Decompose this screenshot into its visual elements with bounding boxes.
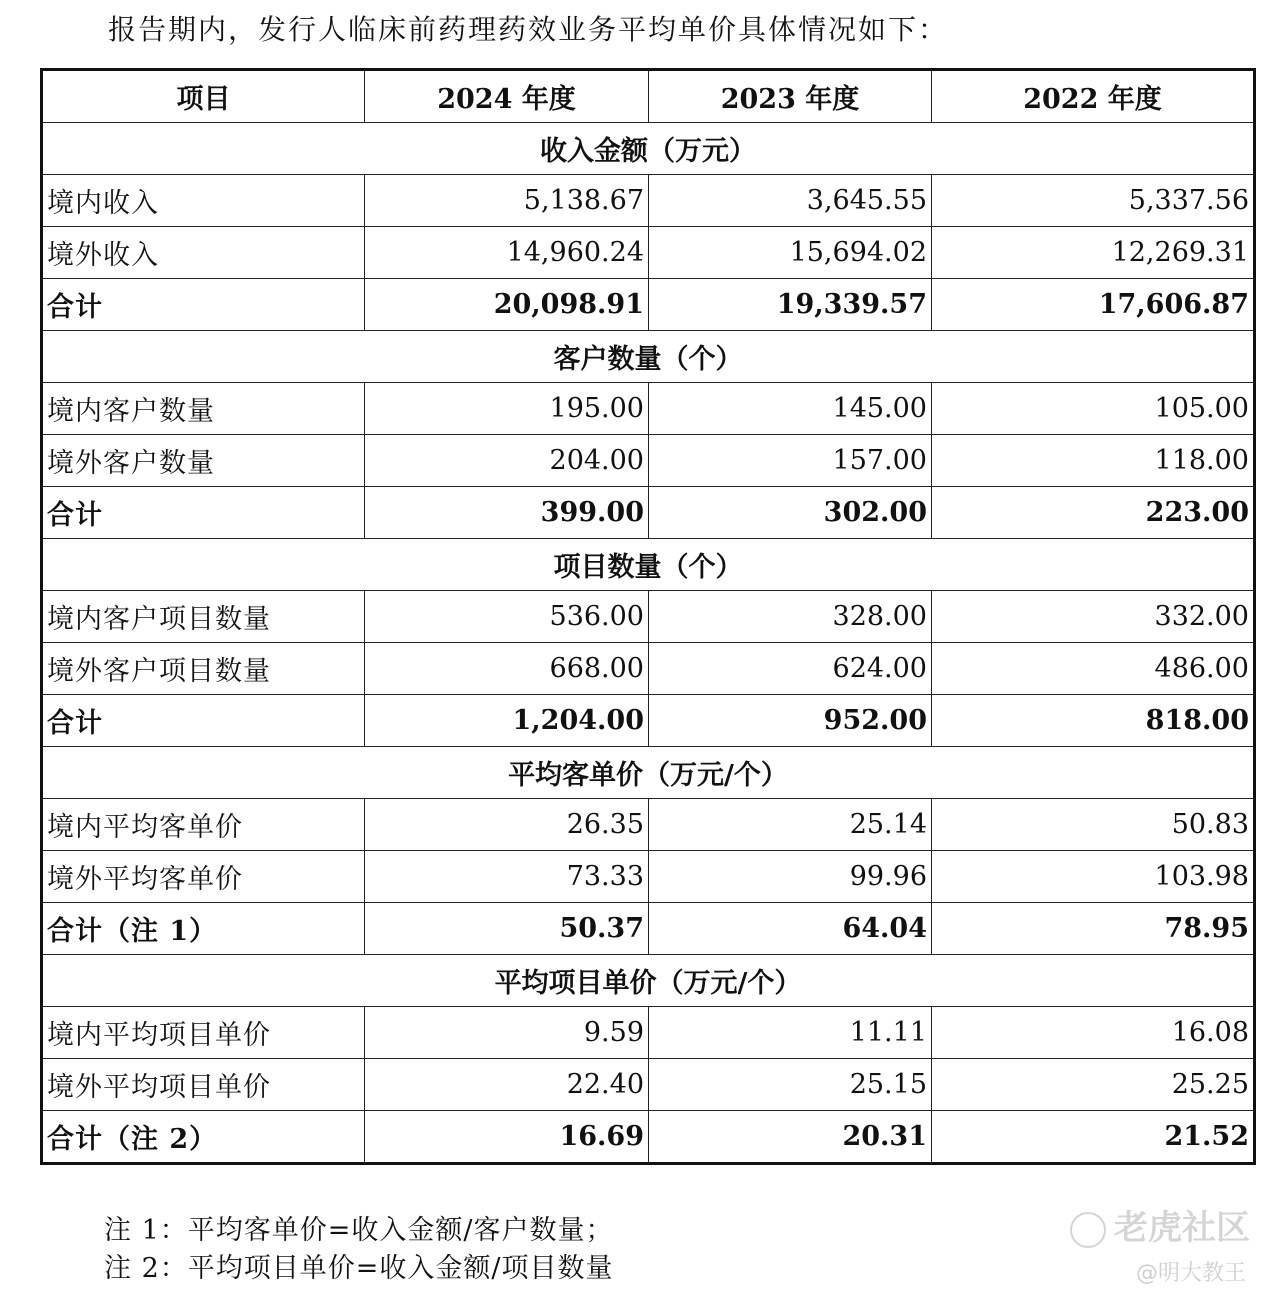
header-row — [42, 70, 1255, 123]
cell-value: 952.00 — [649, 695, 932, 747]
cell-value: 5,337.56 — [932, 175, 1255, 227]
cell-value: 11.11 — [649, 1007, 932, 1059]
table-row — [42, 435, 1255, 487]
row-label: 合计（注 2） — [42, 1111, 365, 1164]
section-title: 收入金额（万元） — [42, 123, 1255, 175]
row-label: 境内平均客单价 — [42, 799, 365, 851]
cell-value: 26.35 — [365, 799, 649, 851]
cell-value: 328.00 — [649, 591, 932, 643]
cell-value: 22.40 — [365, 1059, 649, 1111]
section-row — [42, 955, 1255, 1007]
cell-value: 20,098.91 — [365, 279, 649, 331]
cell-value: 64.04 — [649, 903, 932, 955]
row-label: 境内客户项目数量 — [42, 591, 365, 643]
cell-value: 204.00 — [365, 435, 649, 487]
row-label: 合计 — [42, 279, 365, 331]
cell-value: 118.00 — [932, 435, 1255, 487]
cell-value: 17,606.87 — [932, 279, 1255, 331]
row-label: 境内平均项目单价 — [42, 1007, 365, 1059]
table-row — [42, 851, 1255, 903]
watermark-site: 老虎社区 — [1070, 1200, 1250, 1249]
cell-value: 1,204.00 — [365, 695, 649, 747]
cell-value: 103.98 — [932, 851, 1255, 903]
section-title: 客户数量（个） — [42, 331, 1255, 383]
table-row — [42, 643, 1255, 695]
cell-value: 16.69 — [365, 1111, 649, 1164]
section-title: 平均客单价（万元/个） — [42, 747, 1255, 799]
cell-value: 16.08 — [932, 1007, 1255, 1059]
cell-value: 668.00 — [365, 643, 649, 695]
note-2: 注 2：平均项目单价=收入金额/项目数量 — [104, 1253, 614, 1284]
cell-value: 157.00 — [649, 435, 932, 487]
row-label: 合计 — [42, 695, 365, 747]
cell-value: 818.00 — [932, 695, 1255, 747]
cell-value: 223.00 — [932, 487, 1255, 539]
cell-value: 624.00 — [649, 643, 932, 695]
cell-value: 486.00 — [932, 643, 1255, 695]
table-row — [42, 591, 1255, 643]
row-label: 合计 — [42, 487, 365, 539]
intro-text: 报告期内，发行人临床前药理药效业务平均单价具体情况如下： — [108, 13, 949, 46]
header-2023: 2023 年度 — [649, 70, 932, 123]
cell-value: 195.00 — [365, 383, 649, 435]
header-2024: 2024 年度 — [365, 70, 649, 123]
section-title: 项目数量（个） — [42, 539, 1255, 591]
cell-value: 73.33 — [365, 851, 649, 903]
cell-value: 332.00 — [932, 591, 1255, 643]
price-table — [40, 68, 1256, 1165]
row-label: 境外客户项目数量 — [42, 643, 365, 695]
cell-value: 399.00 — [365, 487, 649, 539]
row-label: 境外平均客单价 — [42, 851, 365, 903]
note-1: 注 1：平均客单价=收入金额/客户数量； — [104, 1215, 614, 1246]
table-row — [42, 1059, 1255, 1111]
cell-value: 12,269.31 — [932, 227, 1255, 279]
table-row — [42, 799, 1255, 851]
total-row — [42, 279, 1255, 331]
cell-value: 15,694.02 — [649, 227, 932, 279]
row-label: 境内客户数量 — [42, 383, 365, 435]
total-row — [42, 695, 1255, 747]
cell-value: 9.59 — [365, 1007, 649, 1059]
total-row — [42, 487, 1255, 539]
cell-value: 105.00 — [932, 383, 1255, 435]
section-row — [42, 747, 1255, 799]
cell-value: 19,339.57 — [649, 279, 932, 331]
cell-value: 25.15 — [649, 1059, 932, 1111]
cell-value: 78.95 — [932, 903, 1255, 955]
cell-value: 14,960.24 — [365, 227, 649, 279]
cell-value: 302.00 — [649, 487, 932, 539]
row-label: 境外客户数量 — [42, 435, 365, 487]
header-item: 项目 — [42, 70, 365, 123]
cell-value: 536.00 — [365, 591, 649, 643]
section-row — [42, 123, 1255, 175]
row-label: 合计（注 1） — [42, 903, 365, 955]
row-label: 境外收入 — [42, 227, 365, 279]
section-row — [42, 539, 1255, 591]
watermark-author: @明大教王 — [1136, 1261, 1247, 1286]
cell-value: 5,138.67 — [365, 175, 649, 227]
cell-value: 21.52 — [932, 1111, 1255, 1164]
cell-value: 25.14 — [649, 799, 932, 851]
header-2022: 2022 年度 — [932, 70, 1255, 123]
total-row — [42, 903, 1255, 955]
total-row — [42, 1111, 1255, 1164]
cell-value: 99.96 — [649, 851, 932, 903]
table-row — [42, 1007, 1255, 1059]
cell-value: 145.00 — [649, 383, 932, 435]
table-row — [42, 383, 1255, 435]
tiger-logo-icon — [1070, 1212, 1106, 1248]
section-title: 平均项目单价（万元/个） — [42, 955, 1255, 1007]
notes — [104, 1212, 613, 1288]
cell-value: 3,645.55 — [649, 175, 932, 227]
section-row — [42, 331, 1255, 383]
table-row — [42, 227, 1255, 279]
cell-value: 25.25 — [932, 1059, 1255, 1111]
row-label: 境外平均项目单价 — [42, 1059, 365, 1111]
cell-value: 20.31 — [649, 1111, 932, 1164]
cell-value: 50.37 — [365, 903, 649, 955]
table-row — [42, 175, 1255, 227]
cell-value: 50.83 — [932, 799, 1255, 851]
row-label: 境内收入 — [42, 175, 365, 227]
